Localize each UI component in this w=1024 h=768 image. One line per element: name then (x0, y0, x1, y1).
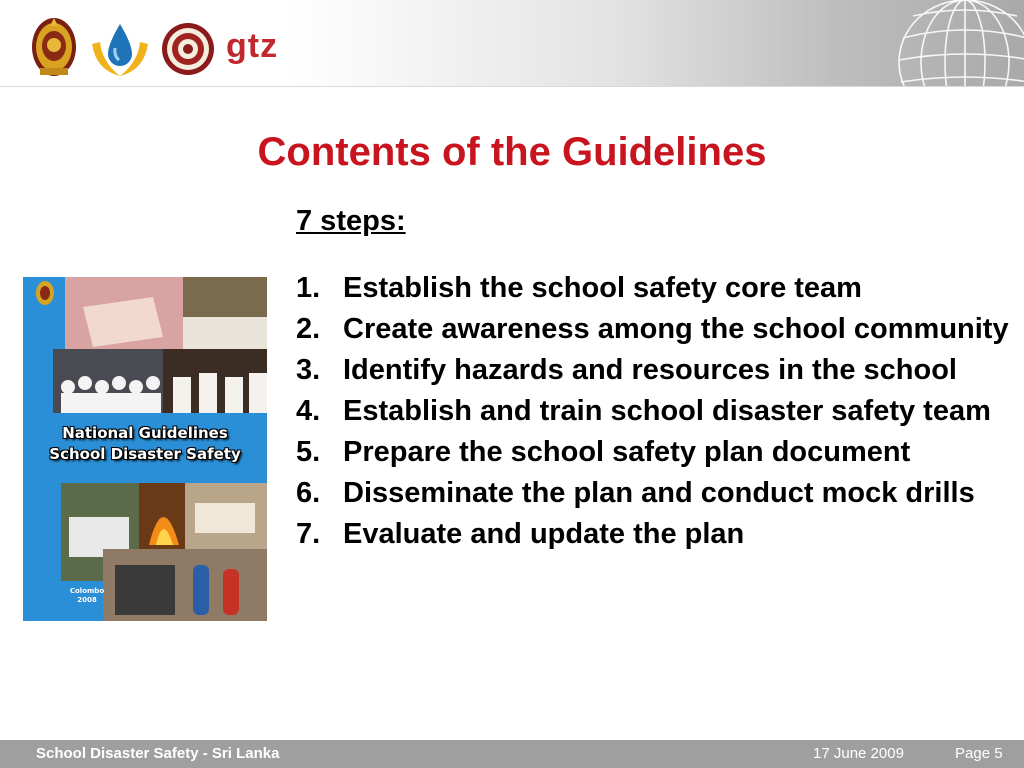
step-text: Establish and train school disaster safety team (343, 395, 991, 427)
steps-list (296, 268, 1020, 555)
slide-title: Contents of the Guidelines (257, 130, 767, 174)
step-text: Create awareness among the school community (343, 313, 1009, 345)
list-item (296, 391, 1020, 432)
step-text: Establish the school safety core team (343, 272, 862, 304)
step-number: 5. (296, 436, 321, 468)
book-publication-info (23, 587, 151, 605)
gtz-logo-icon: gtz (226, 27, 279, 65)
list-item (296, 473, 1020, 514)
slide-footer (0, 740, 1024, 768)
list-item (296, 432, 1020, 473)
list-item (296, 514, 1020, 555)
step-number: 1. (296, 272, 321, 304)
step-number: 2. (296, 313, 321, 345)
water-drop-hands-icon (88, 20, 152, 78)
step-text: Disseminate the plan and conduct mock drills (343, 477, 975, 509)
slide-header (0, 0, 1024, 87)
university-seal-icon (160, 20, 216, 78)
sri-lanka-emblem-icon (30, 16, 78, 78)
step-text: Evaluate and update the plan (343, 518, 745, 550)
step-number: 3. (296, 354, 321, 386)
footer-page-number: Page 5 (955, 745, 1003, 762)
list-item (296, 309, 1020, 350)
book-title-line-1: National Guidelines (62, 424, 228, 442)
footer-date: 17 June 2009 (813, 745, 904, 762)
list-item (296, 350, 1020, 391)
steps-heading: 7 steps: (296, 205, 406, 237)
list-item (296, 268, 1020, 309)
step-number: 4. (296, 395, 321, 427)
step-number: 6. (296, 477, 321, 509)
globe-grid-icon (893, 0, 1024, 86)
footer-title: School Disaster Safety - Sri Lanka (36, 745, 280, 762)
book-city: Colombo (69, 587, 105, 595)
step-text: Identify hazards and resources in the school (343, 354, 957, 386)
step-number: 7. (296, 518, 321, 550)
book-year: 2008 (77, 596, 97, 604)
guidelines-book-cover (23, 277, 267, 621)
step-text: Prepare the school safety plan document (343, 436, 911, 468)
book-title (23, 423, 267, 465)
book-title-line-2: School Disaster Safety (49, 445, 241, 463)
